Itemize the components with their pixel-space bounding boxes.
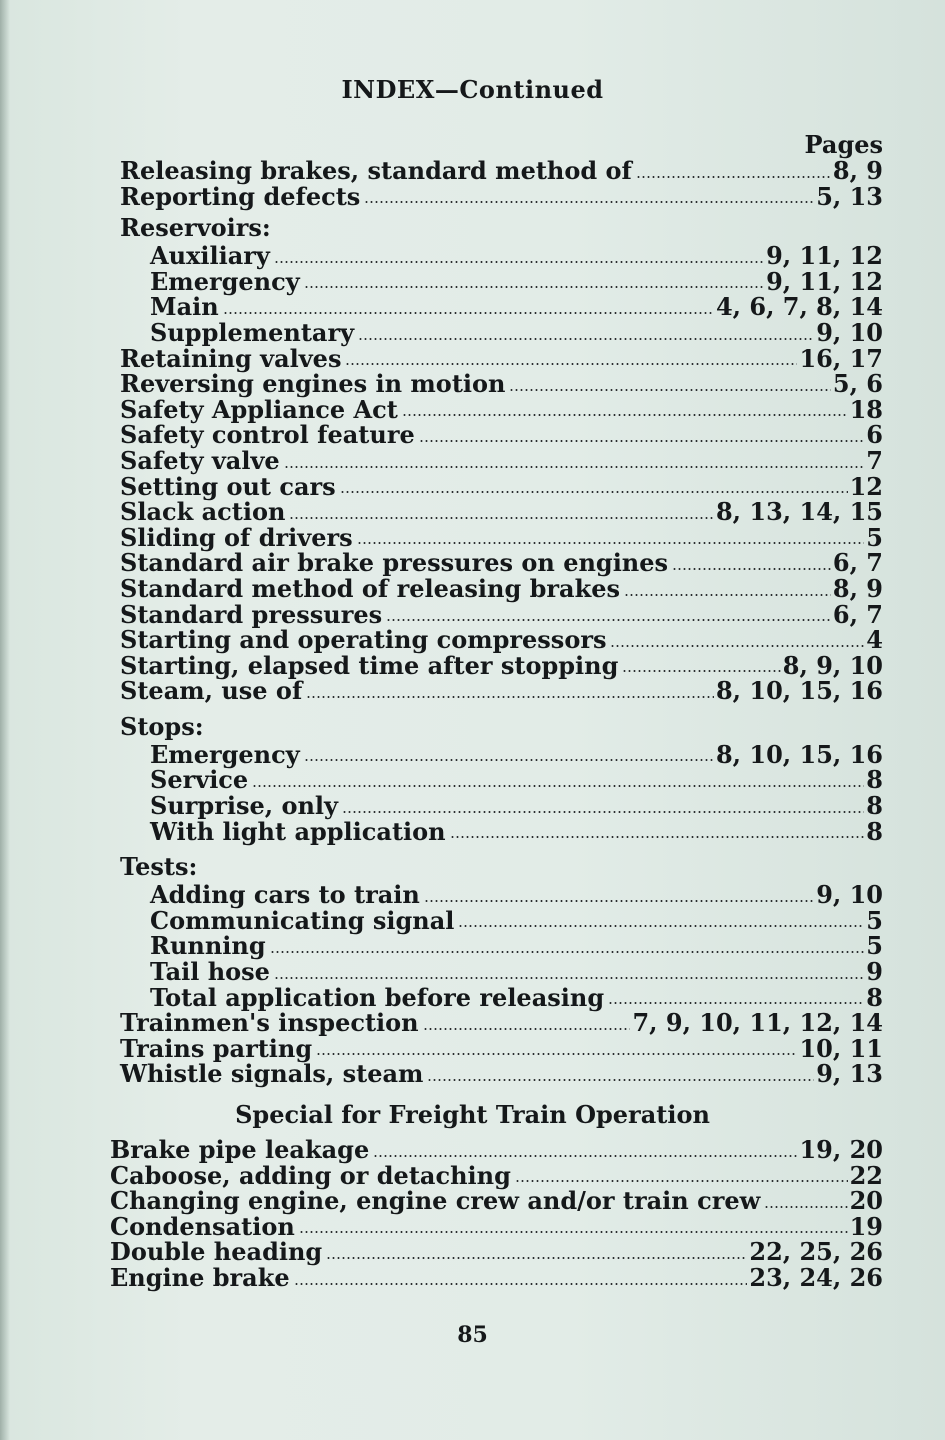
entry-label: Setting out cars [120,471,336,501]
entry-label: Surprise, only [150,791,338,821]
index-sub-entry [150,266,883,296]
dot-leader [270,951,865,953]
entry-label: Condensation [110,1211,295,1241]
dot-leader [608,1002,864,1004]
entry-pages: 4, 6, 7, 8, 14 [715,292,883,322]
index-sub-entry [150,767,883,793]
entry-label: Steam, use of [120,676,303,706]
entry-pages: 23, 24, 26 [749,1262,883,1292]
dot-leader [289,517,714,519]
dot-leader [274,977,864,979]
dot-leader [252,785,864,787]
dot-leader [636,176,831,178]
index-sub-entry [150,905,883,935]
entry-pages: 8, 10, 15, 16 [715,739,883,769]
entry-pages: 20 [849,1186,883,1216]
index-entry [120,343,883,373]
entry-pages: 8 [866,791,883,821]
index-entry [120,599,883,629]
entry-pages: 8 [866,765,883,795]
dot-leader [358,338,814,340]
entry-label: With light application [150,816,446,846]
entry-label: Caboose, adding or detaching [110,1160,511,1190]
dot-leader [610,645,864,647]
index-entry [120,471,883,501]
dot-leader [402,414,848,416]
entry-pages: 5 [866,905,883,935]
dot-leader [458,925,864,927]
entry-label: Whistle signals, steam [120,1059,424,1089]
dot-leader [299,1231,848,1233]
dot-leader [427,1079,814,1081]
index-entry [110,1160,883,1190]
entry-label: Standard method of releasing brakes [120,573,621,603]
entry-pages: 8, 10, 15, 16 [715,676,883,706]
entry-label: Tail hose [150,957,270,987]
entry-label: Total application before releasing [150,982,605,1012]
index-sub-entry [150,933,883,959]
entry-pages: 9, 10 [816,880,883,910]
entry-pages: 9, 13 [816,1059,883,1089]
dot-leader [342,811,864,813]
index-group [0,852,945,1087]
dot-leader [357,542,865,544]
index-entry [120,1061,883,1087]
entry-pages: 6, 7 [832,548,883,578]
entry-label: Emergency [150,739,300,769]
index-sub-entry [150,882,883,908]
entry-pages: 19, 20 [799,1135,883,1164]
entry-label: Slack action [120,497,286,527]
dot-leader [450,836,865,838]
dot-leader [515,1180,848,1182]
entry-pages: 5 [866,522,883,552]
entry-pages: 8, 13, 14, 15 [715,497,883,527]
dot-leader [764,1206,847,1208]
entry-label: Reporting defects [120,181,361,211]
dot-leader [326,1257,747,1259]
entry-label: Starting and operating compressors [120,625,607,655]
index-entry [110,1211,883,1241]
entry-pages: 9 [866,957,883,987]
dot-leader [304,759,714,761]
entry-label: Safety valve [120,445,280,475]
group-heading: Stops: [120,711,204,741]
entry-pages: 22 [849,1160,883,1190]
group-heading: Reservoirs: [120,213,271,243]
dot-leader [509,389,830,391]
entry-label: Safety Appliance Act [120,394,398,424]
entry-label: Adding cars to train [150,880,420,910]
entry-pages: 22, 25, 26 [749,1237,883,1267]
entry-pages: 5, 13 [816,181,883,211]
index-sub-entry [150,294,883,320]
entry-pages: 9, 10 [816,317,883,347]
dot-leader [223,312,714,314]
index-sub-entry [150,793,883,819]
index-entry [120,627,883,653]
pages-column-label: Pages [804,130,883,159]
page-header: INDEX—Continued [341,75,604,104]
dot-leader [345,363,797,365]
index-sub-entry [150,816,883,846]
index-entry [120,158,883,184]
index-entry [120,422,883,448]
index-sub-entry [150,739,883,769]
dot-leader [373,1155,797,1157]
index-entry [120,678,883,704]
entry-pages: 8, 9 [832,156,883,185]
entry-label: Safety control feature [120,420,415,450]
index-entry [120,573,883,603]
entry-pages: 9, 11, 12 [766,266,883,296]
dot-leader [624,594,831,596]
index-group [0,213,945,704]
index-entry [120,371,883,397]
index-sub-entry [150,959,883,985]
index-group [0,712,945,844]
entry-label: Changing engine, engine crew and/or train crew [110,1186,761,1216]
index-entry [120,445,883,475]
entry-label: Starting, elapsed time after stopping [120,650,619,680]
entry-pages: 8 [866,816,883,846]
entry-label: Standard pressures [120,599,383,629]
entry-label: Standard air brake pressures on engines [120,548,669,578]
dot-leader [340,491,848,493]
entry-pages: 5 [866,931,883,961]
entry-pages: 4 [866,625,883,655]
entry-label: Service [150,765,249,795]
dot-leader [423,1028,631,1030]
dot-leader [304,286,764,288]
entry-pages: 12 [849,471,883,501]
dot-leader [419,440,865,442]
entry-pages: 16, 17 [799,343,883,373]
dot-leader [622,670,780,672]
entry-pages: 9, 11, 12 [766,241,883,271]
entry-pages: 8, 9 [832,573,883,603]
page-number: 85 [457,1322,488,1348]
dot-leader [284,466,865,468]
entry-label: Supplementary [150,317,355,347]
entry-label: Reversing engines in motion [120,369,506,399]
entry-pages: 7, 9, 10, 11, 12, 14 [632,1008,883,1038]
dot-leader [424,900,814,902]
index-sub-entry [150,243,883,269]
entry-pages: 7 [866,445,883,475]
entry-pages: 8 [866,982,883,1012]
group-heading: Tests: [120,852,198,882]
entry-label: Trainmen's inspection [120,1008,419,1038]
dot-leader [294,1283,748,1285]
entry-label: Trains parting [120,1033,313,1063]
entry-pages: 6, 7 [832,599,883,629]
index-entry [120,650,883,680]
index-entry [120,1010,883,1036]
index-group [0,158,945,209]
index-entry [120,522,883,552]
entry-label: Communicating signal [150,905,455,935]
dot-leader [672,568,831,570]
index-entry [120,394,883,424]
index-sub-entry [150,317,883,347]
entry-pages: 18 [849,394,883,424]
index-entry [120,499,883,525]
entry-label: Emergency [150,266,300,296]
dot-leader [386,619,831,621]
index-entry [110,1239,883,1265]
entry-pages: 5, 6 [832,369,883,399]
entry-label: Running [150,931,266,961]
index-entry [120,550,883,576]
index-entry [110,1188,883,1214]
entry-label: Brake pipe leakage [110,1135,370,1164]
entry-label: Sliding of drivers [120,522,353,552]
index-entry [120,1033,883,1063]
entry-label: Auxiliary [150,241,270,271]
index-sub-entry [150,982,883,1012]
index-entry [120,181,883,211]
index-entry [110,1137,883,1163]
index-entry [110,1262,883,1292]
entry-pages: 10, 11 [799,1033,883,1063]
entry-pages: 19 [849,1211,883,1241]
dot-leader [364,201,814,203]
entry-label: Double heading [110,1237,323,1267]
entry-label: Releasing brakes, standard method of [120,156,632,185]
section-title: Special for Freight Train Operation [235,1100,710,1129]
entry-pages: 6 [866,420,883,450]
dot-leader [316,1053,797,1055]
dot-leader [306,696,714,698]
entry-label: Retaining valves [120,343,342,373]
entry-label: Engine brake [110,1262,290,1292]
entry-label: Main [150,292,219,322]
entry-pages: 8, 9, 10 [782,650,883,680]
dot-leader [274,261,764,263]
index-entries [0,158,945,1291]
